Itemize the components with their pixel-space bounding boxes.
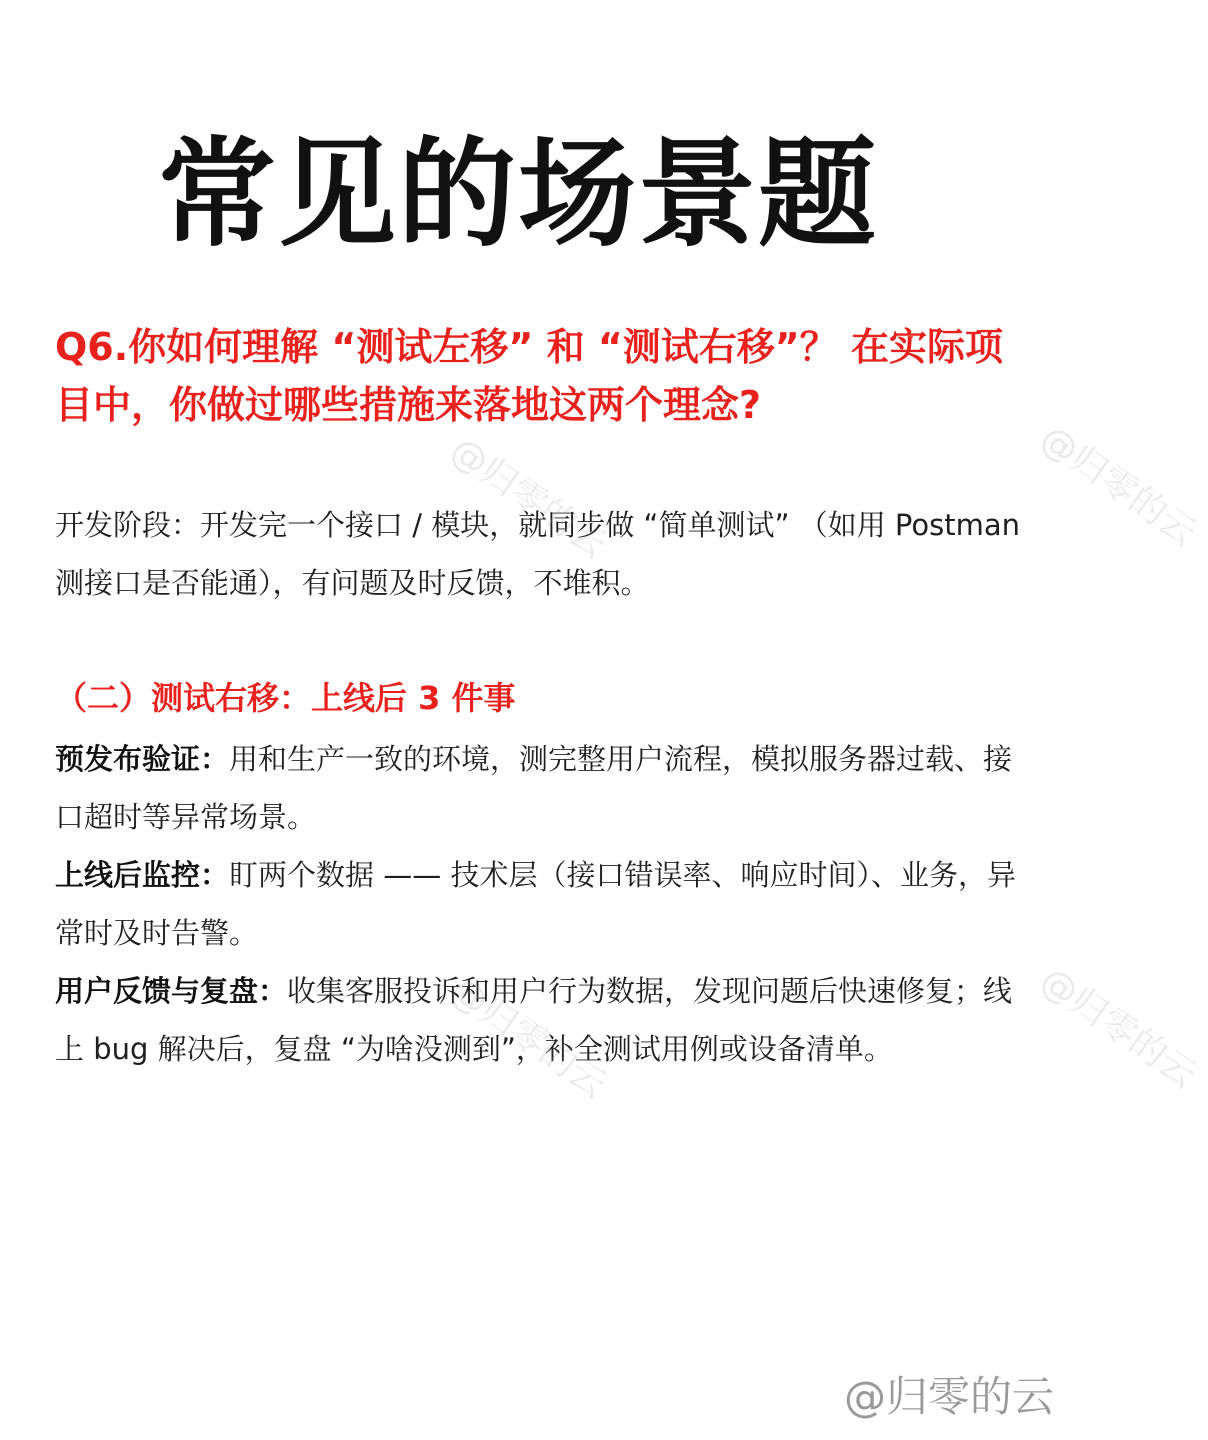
item-text: 收集客服投诉和用户行为数据，发现问题后快速修复；线上 bug 解决后，复盘 “为啥没测到”，补全测试用例或设备清单。 xyxy=(55,974,1013,1066)
author-signature: @归零的云 xyxy=(843,1372,1054,1421)
list-item xyxy=(55,846,1030,962)
item-label: 上线后监控： xyxy=(55,858,230,892)
watermark: @归零的云 xyxy=(1032,959,1204,1097)
dev-stage-paragraph: 开发阶段：开发完一个接口 / 模块，就同步做 “简单测试” （如用 Postman 测接口是否能通），有问题及时反馈，不堆积。 xyxy=(55,508,1020,600)
watermark: @归零的云 xyxy=(1032,417,1204,555)
watermark: @归零的云 xyxy=(442,429,614,567)
question-heading: Q6.你如何理解 “测试左移” 和 “测试右移”？ 在实际项目中，你做过哪些措施来落地这两个理念? xyxy=(55,325,1003,427)
item-text: 用和生产一致的环境，测完整用户流程，模拟服务器过载、接口超时等异常场景。 xyxy=(55,742,1013,834)
item-list xyxy=(55,730,1030,1078)
watermark: @归零的云 xyxy=(442,969,614,1107)
list-item xyxy=(55,962,1030,1078)
section-heading: （二）测试右移：上线后 3 件事 xyxy=(55,679,516,717)
item-label: 用户反馈与复盘： xyxy=(55,974,288,1008)
page-title: 常见的场景题 xyxy=(158,125,879,263)
list-item xyxy=(55,730,1030,846)
item-label: 预发布验证： xyxy=(55,742,230,776)
item-text: 盯两个数据 —— 技术层（接口错误率、响应时间）、业务，异常时及时告警。 xyxy=(55,858,1016,950)
